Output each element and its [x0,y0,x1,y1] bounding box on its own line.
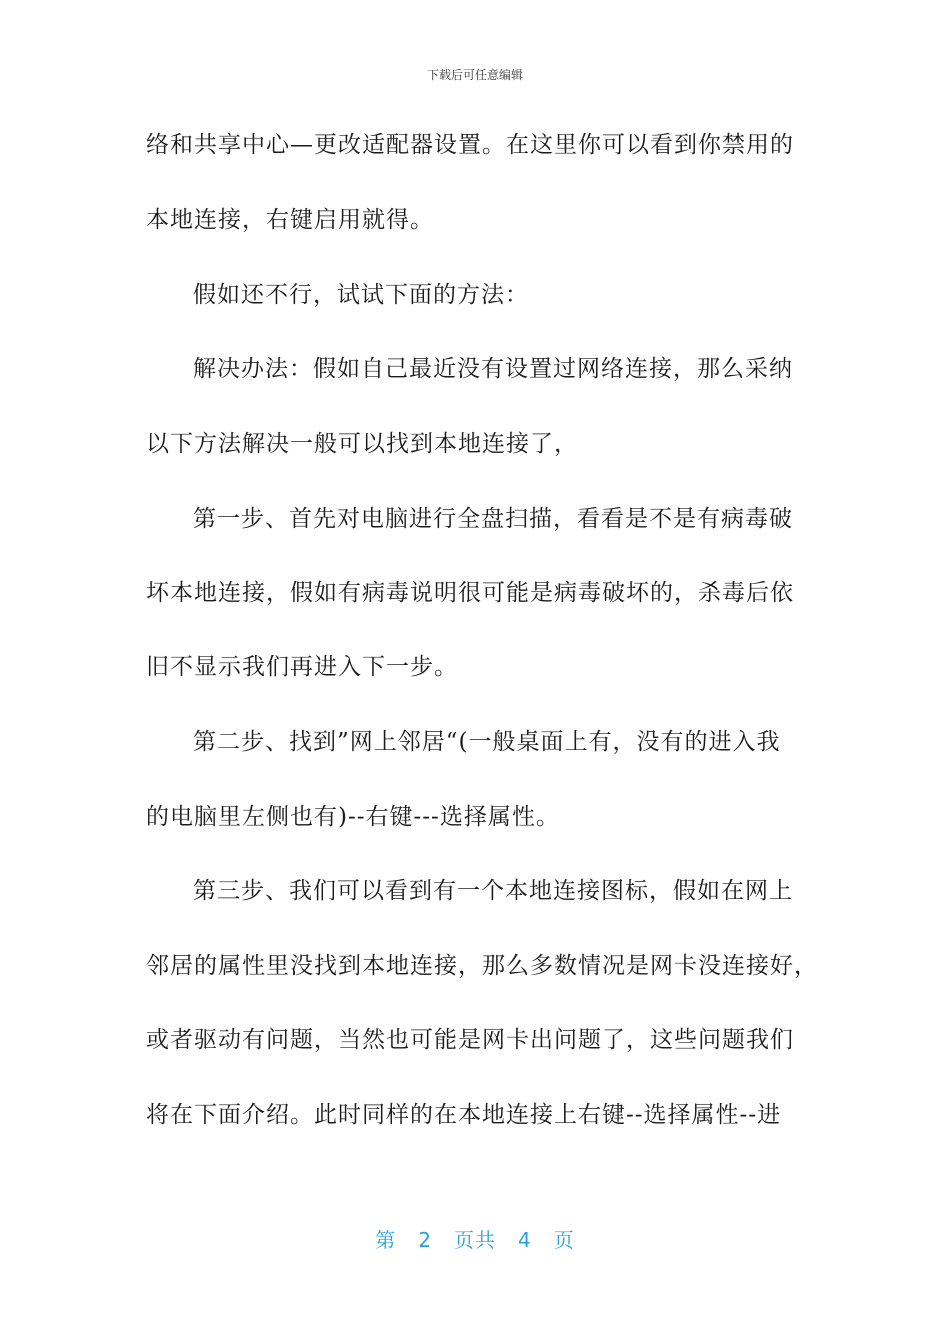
page-prefix: 第 [375,1228,397,1252]
page-number-footer [0,1224,950,1253]
text-line: 假如还不行，试试下面的方法： [193,282,529,308]
page-current: 2 [418,1228,432,1252]
text-line: 第三步、我们可以看到有一个本地连接图标，假如在网上 [193,878,793,904]
text-line: 旧不显示我们再进入下一步。 [146,654,458,680]
text-line: 解决办法：假如自己最近没有设置过网络连接，那么采纳 [193,356,793,382]
text-line: 的电脑里左侧也有)--右键---选择属性。 [146,804,560,830]
text-line: 以下方法解决一般可以找到本地连接了， [146,431,578,457]
text-line: 将在下面介绍。此时同样的在本地连接上右键--选择属性--进 [146,1102,782,1128]
text-line: 络和共享中心—更改适配器设置。在这里你可以看到你禁用的 [146,132,794,158]
page-header-note: 下载后可任意编辑 [426,68,523,82]
page-mid: 页共 [454,1228,496,1252]
text-line: 或者驱动有问题，当然也可能是网卡出问题了，这些问题我们 [146,1027,794,1053]
text-line: 第一步、首先对电脑进行全盘扫描，看看是不是有病毒破 [193,506,793,532]
text-line: 坏本地连接，假如有病毒说明很可能是病毒破坏的，杀毒后依 [146,580,794,606]
page-suffix: 页 [553,1228,575,1252]
page-total: 4 [518,1228,532,1252]
text-line: 本地连接，右键启用就得。 [146,207,434,233]
text-line: 邻居的属性里没找到本地连接，那么多数情况是网卡没连接好， [146,953,818,979]
text-line: 第二步、找到”网上邻居“(一般桌面上有，没有的进入我 [193,729,781,755]
